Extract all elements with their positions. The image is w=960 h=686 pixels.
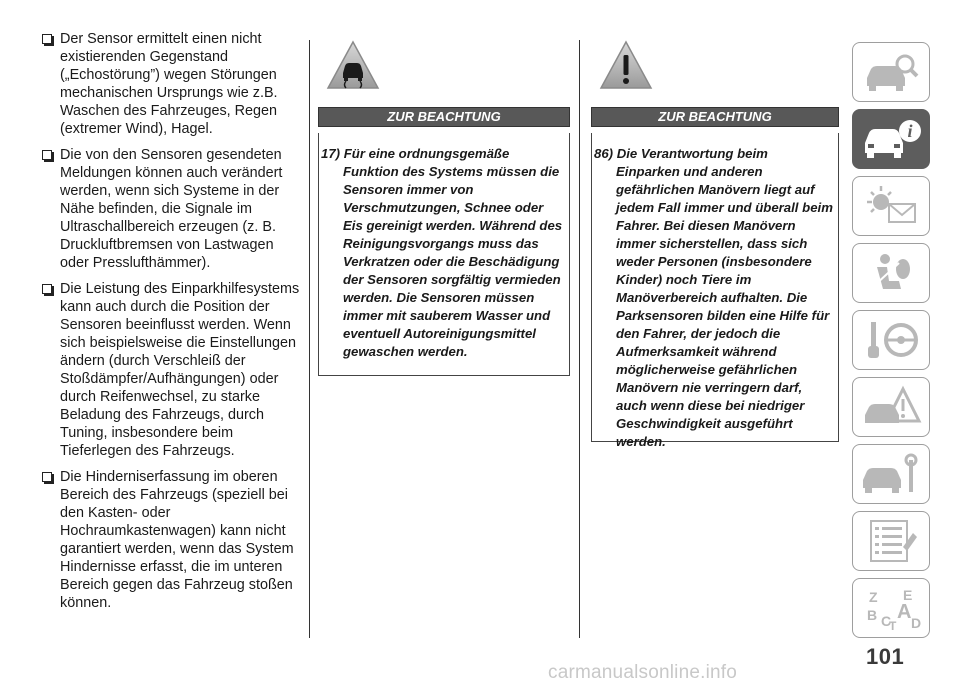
car-search-icon [859, 48, 923, 96]
list-item: Der Sensor ermittelt einen nicht existierenden Gegenstand („Echostörung”) wegen Störungen mechanischen Ursprungs wie z.B. Waschen des Fahrzeuges, Regen (extremer Wind), Hagel. [42, 30, 304, 138]
tab-seat-airbag[interactable] [852, 243, 930, 303]
tab-car-search[interactable] [852, 42, 930, 102]
note-header: ZUR BEACHTUNG [318, 107, 570, 127]
tab-technical-data[interactable] [852, 511, 930, 571]
svg-text:i: i [907, 121, 913, 141]
car-skid-warning-icon [326, 40, 380, 92]
column-divider [579, 40, 580, 638]
bullet-list [42, 30, 304, 620]
list-item: Die Hinderniserfassung im oberen Bereich des Fahrzeugs (speziell bei den Kasten- oder Hochraumkastenwagen) kann nicht garantiert werden, wenn das System Hindernisse erfasst, die im unteren Bereich gegen das Fahrzeug stoßen können. [42, 468, 304, 612]
technical-data-icon [859, 517, 923, 565]
tab-car-breakdown[interactable] [852, 377, 930, 437]
list-item: Die Leistung des Einparkhilfesystems kann auch durch die Position der Sensoren beeinflusst werden. Wenn sich beispielsweise die Einstellungen ändern (durch Verschleiß der Stoßdämpfer/Aufhängungen) oder durch Reifenwechsel, zu starke Beladung des Fahrzeugs, durch Tuning, insbesondere beim Tieferlegen des Fahrzeugs. [42, 280, 304, 460]
tab-car-maintenance[interactable] [852, 444, 930, 504]
tab-car-info[interactable] [852, 109, 930, 169]
checkbox-bullet-icon [42, 472, 52, 482]
warning-note-responsibility [591, 40, 839, 449]
lights-message-icon [859, 182, 923, 230]
car-info-icon [859, 115, 923, 163]
seat-airbag-icon [859, 249, 923, 297]
car-breakdown-icon [859, 383, 923, 431]
checkbox-bullet-icon [42, 150, 52, 160]
index-letter: D [911, 615, 922, 631]
index-letter: B [867, 607, 878, 623]
note-box [318, 133, 570, 376]
tab-lights-message[interactable] [852, 176, 930, 236]
watermark: carmanualsonline.info [548, 662, 738, 683]
index-letter: A [897, 601, 912, 623]
note-text: 17) Für eine ordnungsgemäße Funktion des Systems müssen die Sensoren immer von Verschmutzungen, Schnee oder Eis gereinigt werden. Während des Reinigungsvorgangs muss das Verkratzen oder die Beschädigung der Sensoren sorgfältig vermieden werden. Die Sensoren müssen immer mit sauberem Wasser und eventuell Autoreinigungsmittel gewaschen werden. [321, 146, 563, 359]
note-box [591, 133, 839, 449]
checkbox-bullet-icon [42, 34, 52, 44]
alphabetical-index-icon [859, 584, 923, 632]
page-number: 101 [866, 644, 905, 669]
car-maintenance-icon [859, 450, 923, 498]
tab-key-steering[interactable] [852, 310, 930, 370]
note-header: ZUR BEACHTUNG [591, 107, 839, 127]
index-letter: T [889, 619, 897, 632]
index-letter: E [903, 587, 913, 603]
index-letter: Z [869, 589, 878, 605]
exclamation-warning-icon [599, 40, 653, 92]
chapter-tabs [852, 42, 932, 645]
checkbox-bullet-icon [42, 284, 52, 294]
key-steering-wheel-icon [859, 316, 923, 364]
warning-note-sensors [318, 40, 570, 376]
note-text: 86) Die Verantwortung beim Einparken und anderen gefährlichen Manövern liegt auf jedem Fall immer und überall beim Fahrer. Bei diesen Manövern immer sicherstellen, dass sich weder Personen (insbesondere Kinder) noch Tiere im Manöverbereich aufhalten. Die Parksensoren bilden eine Hilfe für den Fahrer, der jedoch die Aufmerksamkeit während möglicherweise gefährlichen Manövern nie verringern darf, auch wenn diese bei niedriger Geschwindigkeit ausgeführt werden. [594, 146, 833, 449]
index-letter: C [881, 613, 892, 629]
list-item: Die von den Sensoren gesendeten Meldungen können auch verändert werden, wenn sich Systeme in der Nähe befinden, die Signale im Ultraschallbereich erzeugen (z. B. Druckluftbremsen von Lastwagen oder Presslufthämmer). [42, 146, 304, 272]
column-divider [309, 40, 310, 638]
tab-alphabetical-index[interactable] [852, 578, 930, 638]
